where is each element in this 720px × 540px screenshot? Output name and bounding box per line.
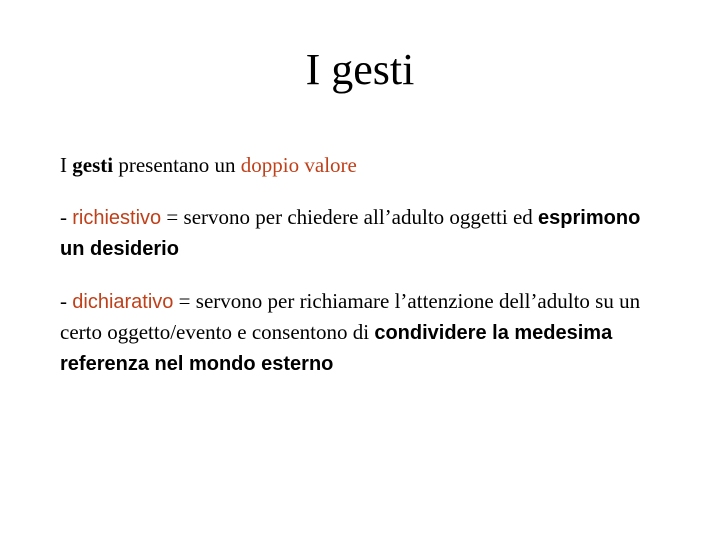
- item1-term: richiestivo: [72, 207, 162, 229]
- item2-term: dichiarativo: [72, 291, 174, 313]
- item2-dash: -: [60, 289, 73, 313]
- item1-bold-tail: esprimono un desiderio: [60, 207, 641, 260]
- item-richiestivo: [60, 202, 670, 264]
- item2-definition: = servono per richiamare l’attenzione dell’adulto su un certo oggetto/evento e consentono di: [60, 289, 641, 344]
- item1-definition: = servono per chiedere all’adulto oggetti ed: [161, 205, 539, 229]
- intro-middle: presentano un: [113, 153, 241, 177]
- slide-title: I gesti: [305, 45, 415, 94]
- slide-body: [60, 150, 670, 401]
- item2-bold-tail: condividere la medesima referenza nel mondo esterno: [60, 322, 613, 375]
- intro-paragraph: [60, 150, 670, 180]
- intro-prefix: I: [60, 153, 73, 177]
- item-dichiarativo: [60, 286, 670, 379]
- intro-bold-word: gesti: [72, 153, 114, 177]
- intro-highlight: doppio valore: [240, 153, 357, 177]
- item1-dash: -: [60, 205, 73, 229]
